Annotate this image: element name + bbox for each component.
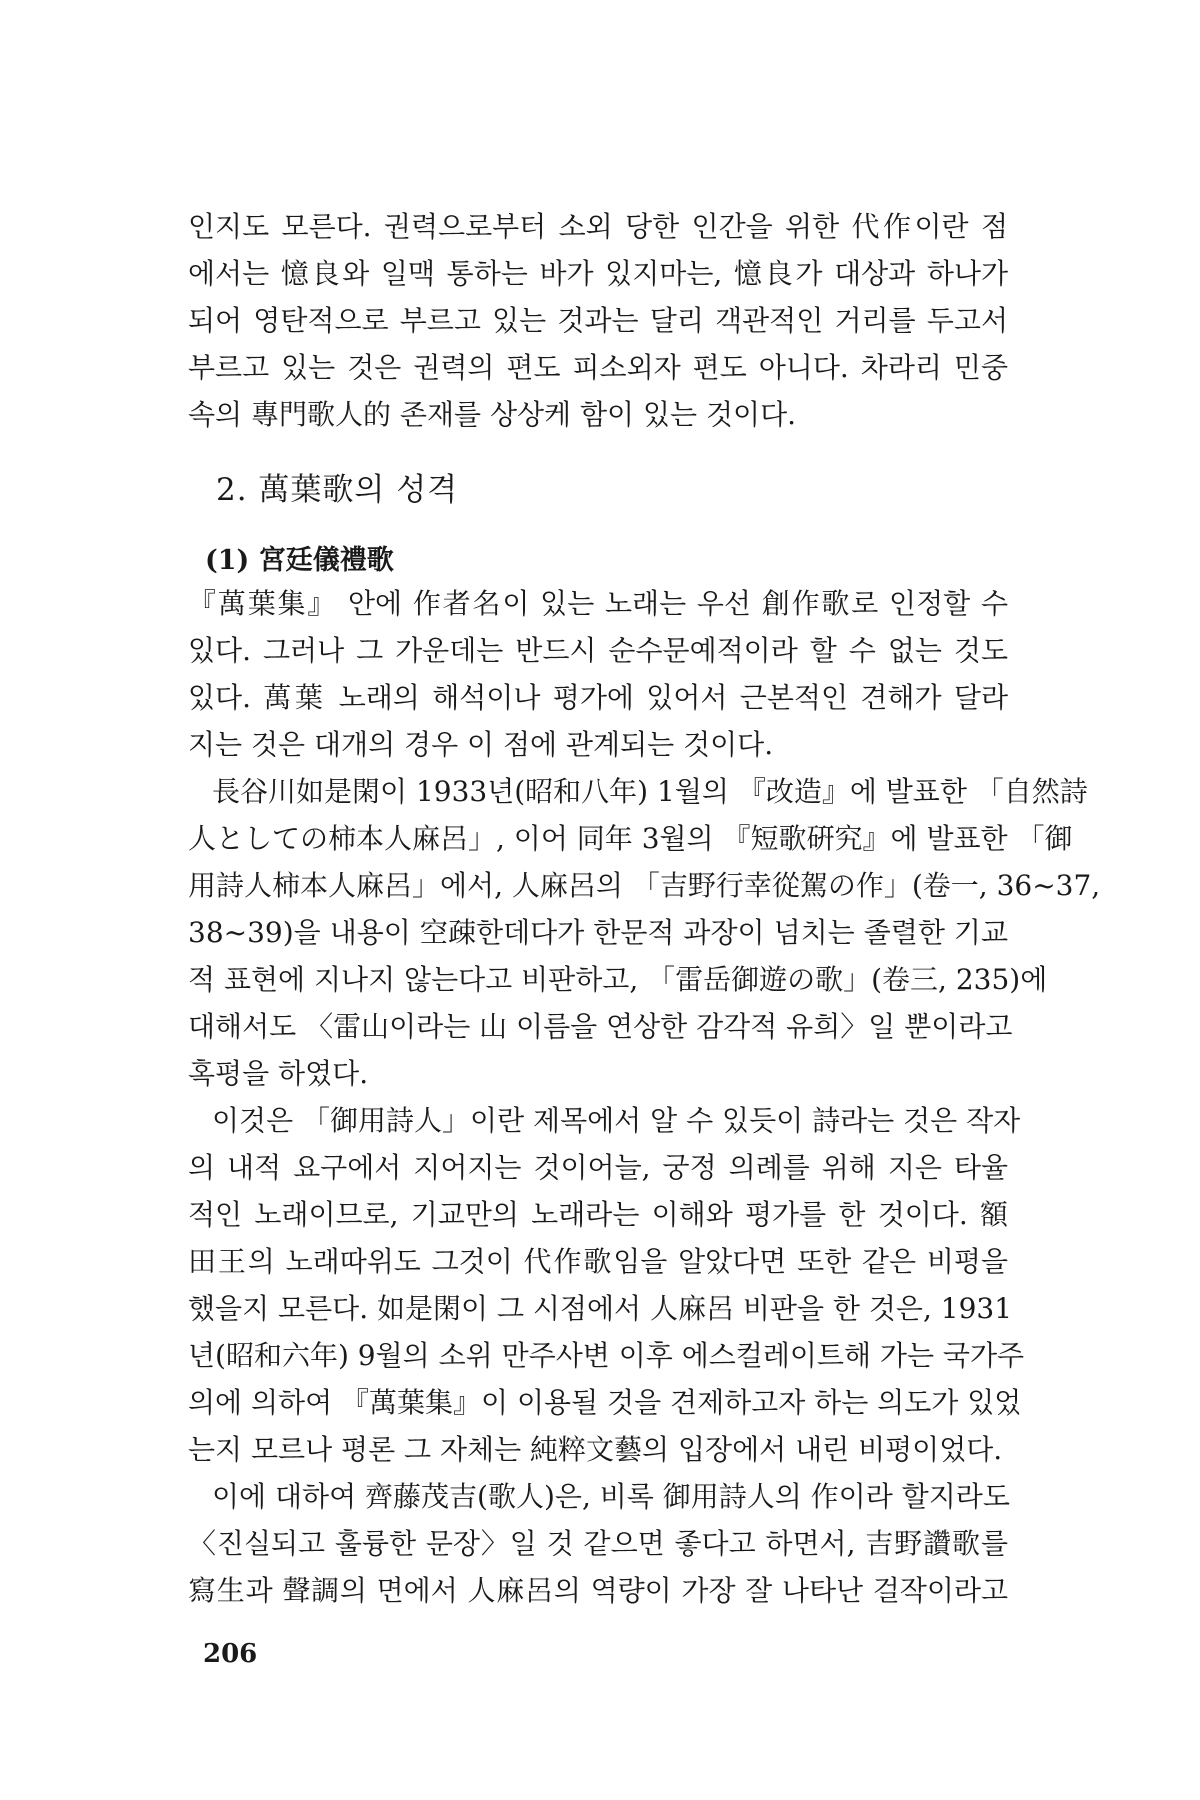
body-text-line: 寫生과 聲調의 면에서 人麻呂의 역량이 가장 잘 나타난 걸작이라고 xyxy=(188,1574,1008,1607)
section-heading: 2. 萬葉歌의 성격 xyxy=(216,472,459,508)
body-text-line: 의에 의하여 『萬葉集』이 이용될 것을 견제하고자 하는 의도가 있었 xyxy=(188,1386,1022,1419)
body-text-line: 〈진실되고 훌륭한 문장〉일 것 같으면 좋다고 하면서, 吉野讚歌를 xyxy=(188,1527,1008,1560)
body-text-line: 이에 대하여 齊藤茂吉(歌人)은, 비록 御用詩人의 作이라 할지라도 xyxy=(212,1480,1010,1513)
body-text-line: 이것은 「御用詩人」이란 제목에서 알 수 있듯이 詩라는 것은 작자 xyxy=(212,1104,1021,1137)
body-text-line: 년(昭和六年) 9월의 소위 만주사변 이후 에스컬레이트해 가는 국가주 xyxy=(188,1339,1025,1372)
body-text-line: 부르고 있는 것은 권력의 편도 피소외자 편도 아니다. 차라리 민중 xyxy=(188,351,1008,384)
body-text-line: 있다. 萬葉 노래의 해석이나 평가에 있어서 근본적인 견해가 달라 xyxy=(188,681,1008,714)
body-text-line: 했을지 모른다. 如是閑이 그 시점에서 人麻呂 비판을 한 것은, 1931 xyxy=(188,1292,1013,1325)
body-text-line: 속의 專門歌人的 존재를 상상케 함이 있는 것이다. xyxy=(188,398,797,431)
body-text-line: 用詩人柿本人麻呂」에서, 人麻呂의 「吉野行幸從駕の作」(卷一, 36~37, xyxy=(188,869,1101,902)
body-text-line: 혹평을 하였다. xyxy=(188,1057,369,1090)
body-text-line: 지는 것은 대개의 경우 이 점에 관계되는 것이다. xyxy=(188,728,774,761)
subsection-heading: (1) 宮廷儀禮歌 xyxy=(205,545,394,576)
body-text-line: 적 표현에 지나지 않는다고 비판하고, 「雷岳御遊の歌」(卷三, 235)에 xyxy=(188,963,1048,996)
page-number: 206 xyxy=(203,1639,258,1669)
body-text-line: 『萬葉集』 안에 作者名이 있는 노래는 우선 創作歌로 인정할 수 xyxy=(188,587,1008,620)
body-text-line: 되어 영탄적으로 부르고 있는 것과는 달리 객관적인 거리를 두고서 xyxy=(188,304,1008,337)
body-text-line: 田王의 노래따위도 그것이 代作歌임을 알았다면 또한 같은 비평을 xyxy=(188,1245,1008,1278)
body-text-line: 의 내적 요구에서 지어지는 것이어늘, 궁정 의례를 위해 지은 타율 xyxy=(188,1151,1008,1184)
body-text-line: 長谷川如是閑이 1933년(昭和八年) 1월의 『改造』에 발표한 「自然詩 xyxy=(212,775,1088,808)
body-text-line: 人としての柿本人麻呂」, 이어 同年 3월의 『短歌硏究』에 발표한 「御 xyxy=(188,822,1073,855)
body-text-line: 는지 모르나 평론 그 자체는 純粹文藝의 입장에서 내린 비평이었다. xyxy=(188,1433,1003,1466)
body-text-line: 있다. 그러나 그 가운데는 반드시 순수문예적이라 할 수 없는 것도 xyxy=(188,634,1008,667)
body-text-line: 대해서도 〈雷山이라는 山 이름을 연상한 감각적 유희〉일 뿐이라고 xyxy=(188,1010,1013,1043)
body-text-line: 에서는 憶良와 일맥 통하는 바가 있지마는, 憶良가 대상과 하나가 xyxy=(188,257,1008,290)
body-text-line: 적인 노래이므로, 기교만의 노래라는 이해와 평가를 한 것이다. 額 xyxy=(188,1198,1008,1231)
body-text-line: 38~39)을 내용이 空疎한데다가 한문적 과장이 넘치는 졸렬한 기교 xyxy=(188,916,1008,949)
body-text-line: 인지도 모른다. 권력으로부터 소외 당한 인간을 위한 代作이란 점 xyxy=(188,210,1008,243)
